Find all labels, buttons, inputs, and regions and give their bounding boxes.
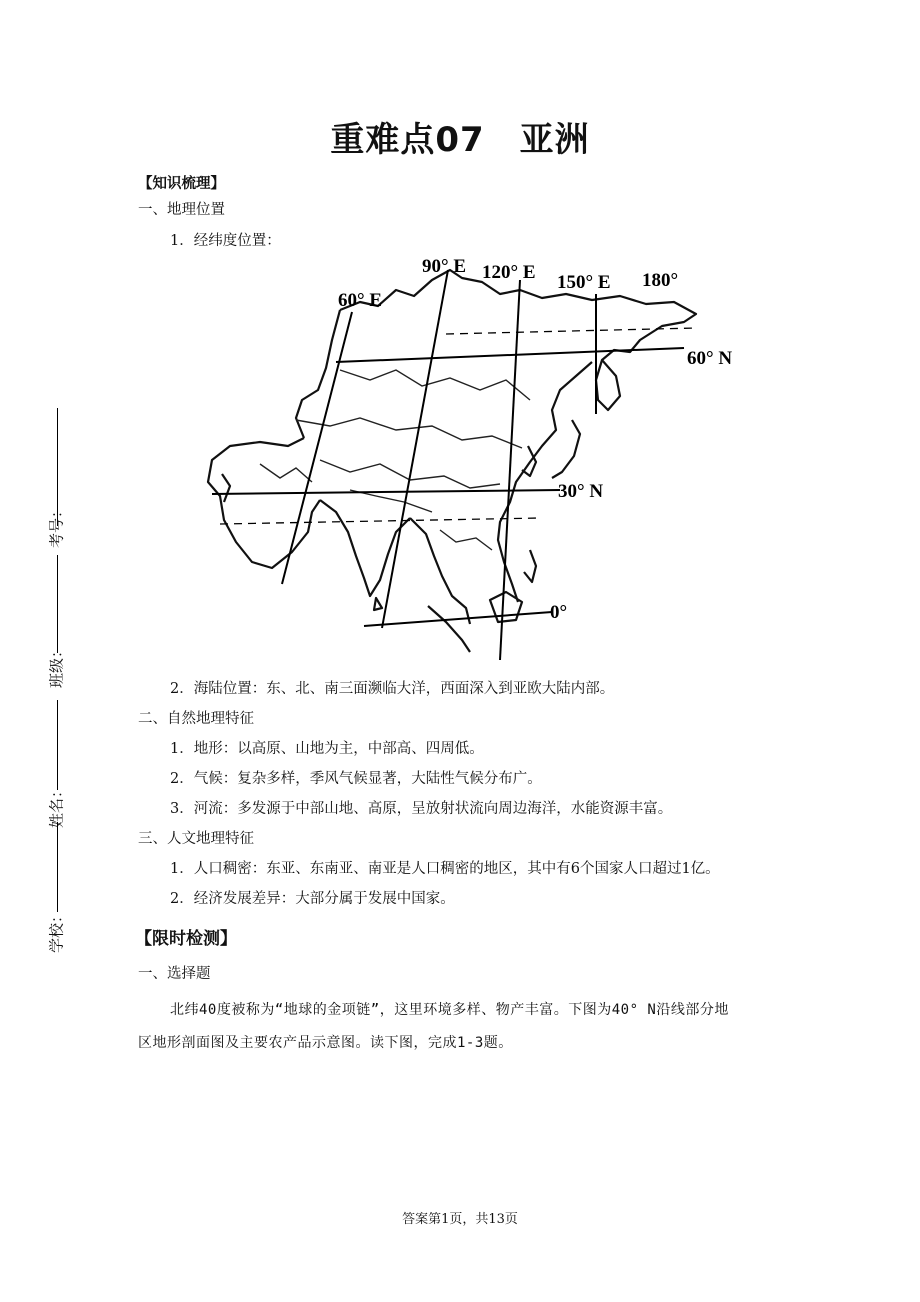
margin-line-school [57,822,58,912]
border-b [296,418,522,448]
school-label: 学校： [47,908,66,954]
page-footer: 答案第1页，共13页 [402,1212,518,1227]
border-f [440,530,492,550]
label-60e: 60° E [338,290,383,311]
section3-heading: 三、人文地理特征 [138,831,254,847]
west-boundary [296,310,340,438]
parallel-dashed-north [446,328,696,334]
section2-item1: 1．地形：以高原、山地为主，中部高、四周低。 [170,741,484,757]
knowledge-header: 【知识梳理】 [138,175,225,192]
label-150e: 150° E [557,272,611,293]
section1-heading: 一、地理位置 [138,202,225,218]
label-0: 0° [550,602,568,623]
section3-item2: 2．经济发展差异：大部分属于发展中国家。 [170,891,455,907]
kamchatka [596,360,620,410]
class-label: 班级： [47,643,66,689]
page-title: 重难点07 亚洲 [330,120,590,160]
border-d [350,490,432,512]
label-30n: 30° N [558,481,604,502]
sumatra [428,606,470,652]
label-90e: 90° E [422,256,467,277]
border-a [340,370,530,400]
korea [522,446,536,476]
indochina [410,518,470,624]
label-180: 180° [642,270,679,291]
test-heading: 一、选择题 [138,966,211,982]
section2-item2: 2．气候：复杂多样，季风气候显著，大陆性气候分布广。 [170,771,542,787]
red-sea [222,474,230,502]
border-e [260,464,312,482]
question-stem-line2: 区地形剖面图及主要农产品示意图。读下图，完成1-3题。 [138,1035,513,1051]
label-60n: 60° N [687,348,733,369]
name-label: 姓名： [47,783,66,829]
philippines [524,550,536,582]
meridian-90e [382,270,448,628]
sri-lanka [374,598,382,610]
section1-item2: 2．海陆位置：东、北、南三面濒临大洋，西面深入到亚欧大陆内部。 [170,681,615,697]
label-120e: 120° E [482,262,536,283]
section2-item3: 3．河流：多发源于中部山地、高原，呈放射状流向周边海洋，水能资源丰富。 [170,801,673,817]
section3-item1: 1．人口稠密：东亚、东南亚、南亚是人口稠密的地区，其中有6个国家人口超过1亿。 [170,861,720,877]
question-stem-line1: 北纬40度被称为“地球的金项链”，这里环境多样、物产丰富。下图为40° N沿线部分地 [170,1002,729,1018]
section1-item1: 1．经纬度位置： [170,233,281,249]
parallel-dashed-tropic [220,518,540,524]
meridian-60e [282,312,352,584]
parallel-0 [364,612,552,626]
test-header: 【限时检测】 [135,929,237,949]
section2-heading: 二、自然地理特征 [138,711,254,727]
asia-latlong-map [200,250,760,670]
exam-no-label: 考号： [47,503,66,549]
parallel-60n [336,348,684,362]
meridian-120e [500,280,520,660]
